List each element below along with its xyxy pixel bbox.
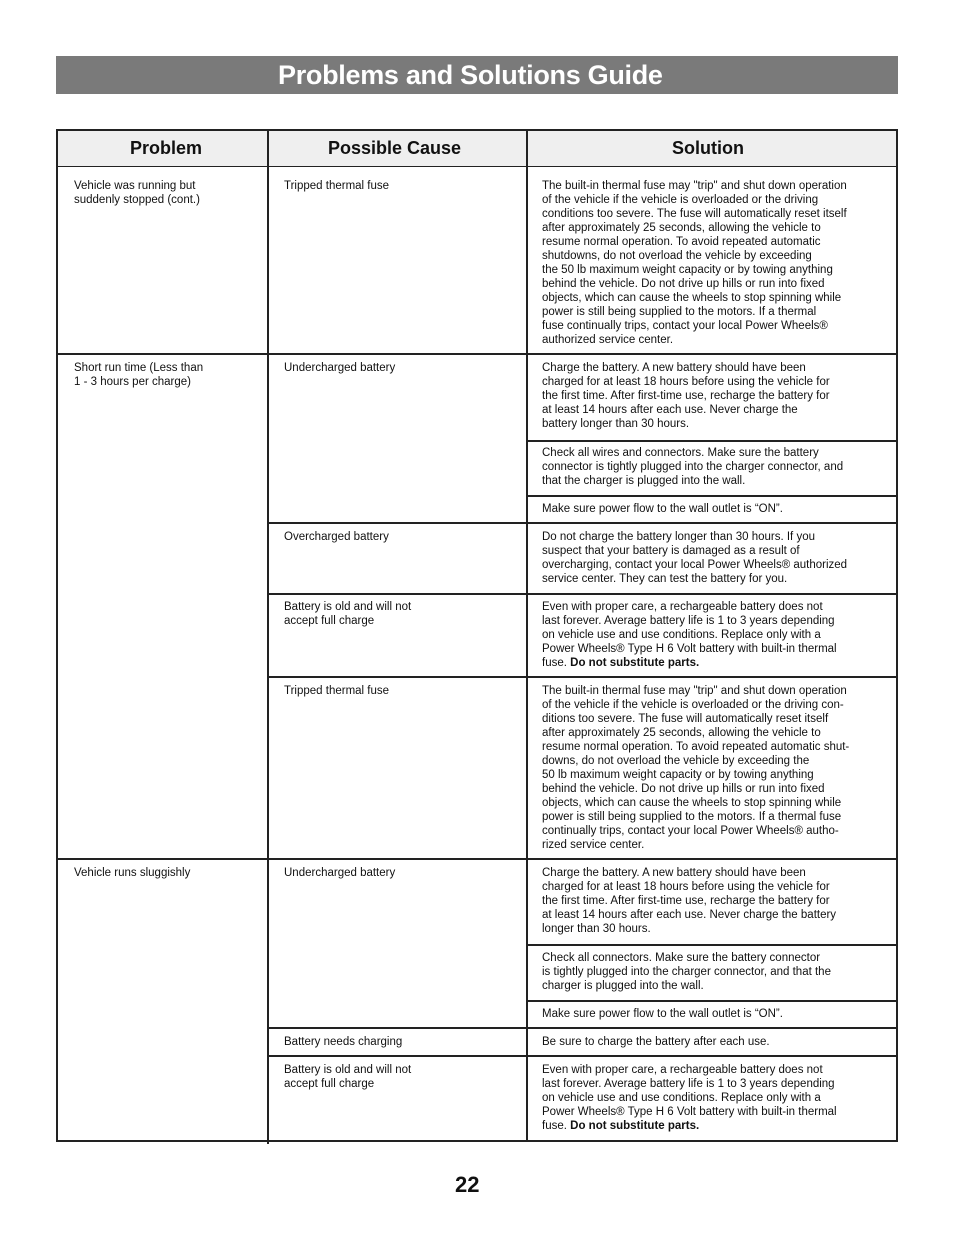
solution-cell: Charge the battery. A new battery should have been charged for at least 18 hours before using the vehicle for the first time. After first-time use, recharge the battery for at least 14 hours after each use. Never charge the battery longer than 30 hours.	[542, 362, 830, 430]
warning-text: Do not substitute parts.	[570, 657, 700, 669]
cause-cell: Tripped thermal fuse	[284, 685, 390, 697]
page-number: 22	[455, 1172, 480, 1197]
row-divider	[268, 676, 896, 678]
column-divider	[267, 131, 269, 1144]
row-divider	[58, 858, 896, 860]
problems-table	[56, 129, 898, 1142]
solution-cell: The built-in thermal fuse may "trip" and shut down operation of the vehicle if the vehicle is overloaded or the driving conditions too severe. The fuse will automatically reset itself after approximately 25 seconds, allowing the vehicle to resume normal operation. To avoid repeated automatic shutdowns, do not overload the vehicle by exceeding the 50 lb maximum weight capacity or by towing anything behind the vehicle. Do not drive up hills or run into fixed objects, which can cause the wheels to stop spinning while power is still being supplied to the motors. If a thermal fuse continually trips, contact your local Power Wheels® authorized service center.	[542, 180, 847, 346]
row-divider	[527, 495, 896, 497]
cause-cell: Overcharged battery	[284, 531, 389, 543]
cause-cell: Battery is old and will not accept full charge	[284, 1064, 412, 1090]
solution-text: Even with proper care, a rechargeable battery does not last forever. Average battery life is 1 to 3 years depending on vehicle use and use conditions. Replace only with a Power Wheels® Type H 6 Volt battery with built-in thermal fuse.	[542, 1064, 837, 1132]
solution-cell: Do not charge the battery longer than 30 hours. If you suspect that your battery is damaged as a result of overcharging, contact your local Power Wheels® authorized service center. They can test the battery for you.	[542, 531, 848, 585]
solution-cell	[542, 600, 837, 670]
problem-cell: Short run time (Less than 1 - 3 hours per charge)	[74, 362, 204, 388]
cause-cell: Battery needs charging	[284, 1036, 403, 1048]
row-divider	[268, 522, 896, 524]
cause-cell: Tripped thermal fuse	[284, 180, 390, 192]
warning-text: Do not substitute parts.	[570, 1120, 700, 1132]
solution-cell: Charge the battery. A new battery should have been charged for at least 18 hours before using the vehicle for the first time. After first-time use, recharge the battery for at least 14 hours after each use. Never charge the battery longer than 30 hours.	[542, 867, 837, 935]
row-divider	[58, 353, 896, 355]
column-divider	[526, 131, 528, 1142]
solution-cell: Check all connectors. Make sure the battery connector is tightly plugged into the charger connector, and that the charger is plugged into the wall.	[542, 952, 831, 992]
header-cause	[268, 131, 527, 167]
solution-cell	[542, 1063, 837, 1133]
solution-cell: Check all wires and connectors. Make sure the battery connector is tightly plugged into the charger connector, and that the charger is plugged into the wall.	[542, 447, 844, 487]
cause-cell: Undercharged battery	[284, 867, 396, 879]
row-divider	[268, 593, 896, 595]
cause-cell: Battery is old and will not accept full charge	[284, 601, 412, 627]
header-problem-label: Problem	[130, 138, 203, 158]
header-problem	[58, 131, 268, 167]
page-title: Problems and Solutions Guide	[278, 60, 663, 90]
title-banner	[56, 56, 898, 94]
row-divider	[527, 1000, 896, 1002]
problem-cell: Vehicle was running but suddenly stopped (cont.)	[74, 180, 200, 206]
header-solution-label: Solution	[672, 138, 744, 158]
row-divider	[268, 1055, 896, 1057]
row-divider	[527, 440, 896, 442]
header-solution	[527, 131, 896, 167]
row-divider	[527, 944, 896, 946]
header-cause-label: Possible Cause	[328, 138, 462, 158]
solution-cell: Be sure to charge the battery after each use.	[542, 1036, 770, 1048]
problem-cell: Vehicle runs sluggishly	[74, 867, 191, 879]
row-divider	[268, 1027, 896, 1029]
solution-cell: The built-in thermal fuse may "trip" and shut down operation of the vehicle if the vehicle is overloaded or the driving con- ditions too severe. The fuse will automatically reset itself after approximately 25 seconds, allowing the vehicle to resume normal operation. To avoid repeated automatic shut- downs, do not overload the vehicle by exceeding the 50 lb maximum weight capacity or by towing anything behind the vehicle. Do not drive up hills or run into fixed objects, which can cause the wheels to stop spinning while power is still being supplied to the motors. If a thermal fuse continually trips, contact your local Power Wheels® autho- rized service center.	[542, 685, 850, 851]
solution-cell: Make sure power flow to the wall outlet is “ON”.	[542, 1008, 783, 1020]
solution-cell: Make sure power flow to the wall outlet is “ON”.	[542, 503, 783, 515]
solution-text: Even with proper care, a rechargeable battery does not last forever. Average battery life is 1 to 3 years depending on vehicle use and use conditions. Replace only with a Power Wheels® Type H 6 Volt battery with built-in thermal fuse.	[542, 601, 837, 669]
cause-cell: Undercharged battery	[284, 362, 396, 374]
